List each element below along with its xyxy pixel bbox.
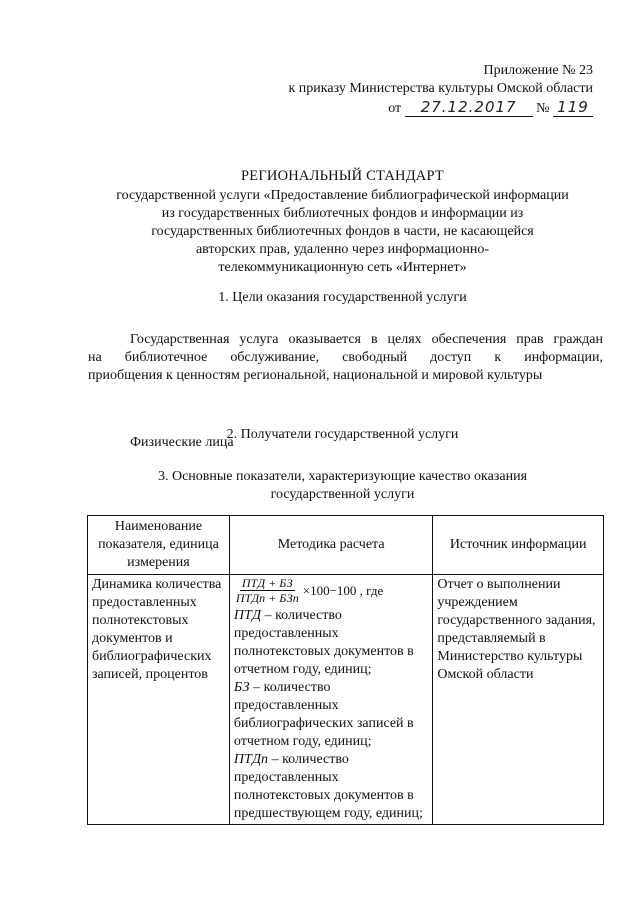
handwritten-number: 119 bbox=[553, 98, 593, 117]
title-line: из государственных библиотечных фондов и информации из bbox=[161, 206, 524, 221]
formula-denominator: ПТДп + БЗп bbox=[235, 591, 299, 605]
title-line: государственной услуги «Предоставление библиографической информации bbox=[116, 188, 569, 203]
paragraph-line: на библиотечное обслуживание, свободный доступ к информации, bbox=[88, 350, 603, 365]
definition-term: БЗ bbox=[233, 680, 250, 695]
number-label: № bbox=[536, 101, 550, 116]
method-cell bbox=[229, 575, 432, 825]
recipients-text: Физические лица bbox=[130, 435, 234, 450]
formula-fraction bbox=[234, 576, 301, 605]
definition-text: – количество предоставленных полнотекстовых документов в отчетном году, единиц; bbox=[233, 608, 414, 677]
title-line: государственных библиотечных фондов в части, не касающейся bbox=[151, 224, 534, 239]
appendix-number: Приложение № 23 bbox=[483, 63, 593, 78]
section1-heading: 1. Цели оказания государственной услуги bbox=[218, 290, 467, 305]
column-header-indicator: Наименование показателя, единица измерения bbox=[88, 516, 230, 575]
appendix-header bbox=[289, 62, 594, 118]
paragraph-line: приобщения к ценностям региональной, национальной и мировой культуры bbox=[88, 368, 543, 383]
appendix-order-ref: к приказу Министерства культуры Омской области bbox=[288, 81, 593, 96]
definition-term: ПТДп bbox=[233, 752, 269, 767]
source-cell: Отчет о выполнении учреждением государственного задания, представляемый в Министерство культуры Омской области bbox=[433, 575, 604, 825]
from-label: от bbox=[388, 101, 402, 116]
document-title bbox=[80, 167, 605, 277]
table-header-row bbox=[88, 516, 604, 575]
section1-paragraph bbox=[88, 331, 603, 385]
definition-text: – количество предоставленных полнотекстовых документов в предшествующем году, единиц; bbox=[233, 752, 423, 821]
section3-heading-line: 3. Основные показатели, характеризующие качество оказания bbox=[157, 469, 528, 484]
paragraph-line: Государственная услуга оказывается в целях обеспечения прав граждан bbox=[130, 332, 603, 347]
column-header-method: Методика расчета bbox=[229, 516, 432, 575]
definition-text: – количество предоставленных библиографических записей в отчетном году, единиц; bbox=[233, 680, 414, 749]
column-header-source: Источник информации bbox=[433, 516, 604, 575]
definition-term: ПТД bbox=[233, 608, 262, 623]
section3-heading bbox=[80, 468, 605, 504]
handwritten-date: 27.12.2017 bbox=[405, 98, 533, 117]
title-line: телекоммуникационную сеть «Интернет» bbox=[218, 260, 467, 275]
title-main: РЕГИОНАЛЬНЫЙ СТАНДАРТ bbox=[241, 168, 444, 184]
quality-indicators-table bbox=[87, 515, 604, 825]
order-date-number-line bbox=[388, 98, 593, 118]
section2-heading: 2. Получатели государственной услуги bbox=[226, 427, 459, 442]
section3-heading-line: государственной услуги bbox=[270, 487, 415, 502]
definition-ptdp bbox=[234, 751, 428, 823]
formula-tail: ×100−100 , где bbox=[302, 582, 384, 598]
definition-bz bbox=[234, 679, 428, 751]
table-row bbox=[88, 575, 604, 825]
calculation-formula bbox=[234, 576, 428, 605]
definition-ptd bbox=[234, 607, 428, 679]
indicator-cell: Динамика количества предоставленных полнотекстовых документов и библиографических записей, процентов bbox=[88, 575, 230, 825]
formula-numerator: ПТД + БЗ bbox=[241, 576, 293, 590]
title-line: авторских прав, удаленно через информационно- bbox=[195, 242, 490, 257]
